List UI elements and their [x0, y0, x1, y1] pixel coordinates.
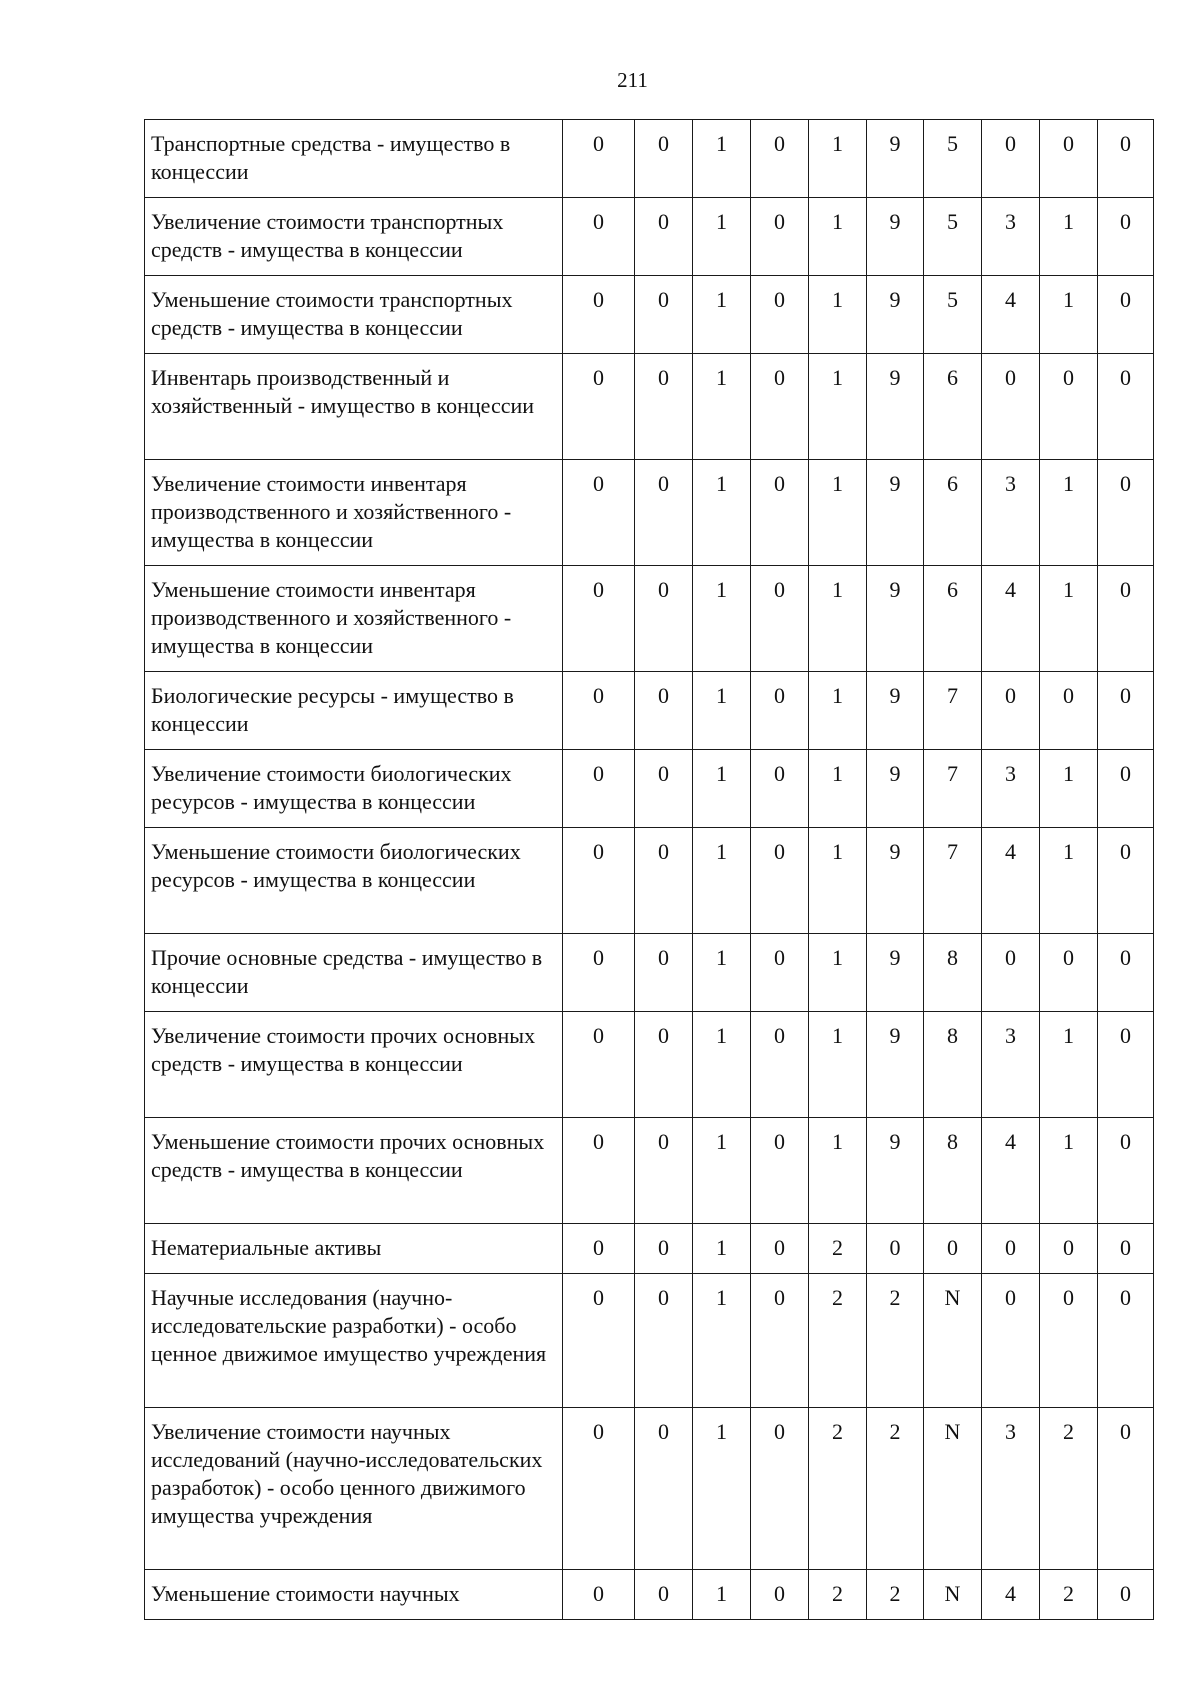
code-digit: 0: [1098, 1570, 1154, 1620]
code-digit: 1: [693, 672, 751, 750]
table-row: [145, 1224, 1154, 1274]
code-digit: 2: [1040, 1408, 1098, 1570]
code-digit: 0: [635, 1570, 693, 1620]
row-label: Увеличение стоимости биологических ресурсов - имущества в концессии: [145, 750, 563, 828]
code-digit: 0: [635, 276, 693, 354]
code-digit: 5: [924, 198, 982, 276]
table-row: [145, 672, 1154, 750]
table-row: [145, 1408, 1154, 1570]
code-digit: 9: [867, 460, 924, 566]
code-digit: 4: [982, 1570, 1040, 1620]
code-digit: 1: [1040, 828, 1098, 934]
code-digit: 0: [635, 750, 693, 828]
code-digit: 0: [751, 1570, 809, 1620]
table-row: [145, 566, 1154, 672]
code-digit: 1: [809, 198, 867, 276]
code-digit: 0: [751, 1012, 809, 1118]
code-digit: 0: [751, 1274, 809, 1408]
code-digit: 4: [982, 566, 1040, 672]
table-row: [145, 1570, 1154, 1620]
code-digit: 0: [751, 1224, 809, 1274]
row-label: Увеличение стоимости научных исследований (научно-исследовательских разработок) - особо ценного движимого имущества учреждения: [145, 1408, 563, 1570]
code-digit: 0: [1098, 672, 1154, 750]
row-label: Уменьшение стоимости транспортных средств - имущества в концессии: [145, 276, 563, 354]
row-label: Биологические ресурсы - имущество в концессии: [145, 672, 563, 750]
code-digit: 1: [693, 1118, 751, 1224]
row-label: Уменьшение стоимости инвентаря производственного и хозяйственного - имущества в концессии: [145, 566, 563, 672]
code-digit: 0: [563, 1224, 635, 1274]
code-digit: 0: [563, 828, 635, 934]
code-digit: 1: [693, 934, 751, 1012]
code-digit: 9: [867, 354, 924, 460]
code-digit: 2: [867, 1274, 924, 1408]
code-digit: 2: [1040, 1570, 1098, 1620]
code-digit: 6: [924, 460, 982, 566]
code-digit: 0: [635, 1274, 693, 1408]
code-digit: 2: [809, 1274, 867, 1408]
table-row: [145, 198, 1154, 276]
code-digit: 0: [563, 566, 635, 672]
code-digit: 1: [1040, 276, 1098, 354]
code-digit: 1: [809, 1012, 867, 1118]
code-digit: 0: [1040, 354, 1098, 460]
row-label: Увеличение стоимости транспортных средств - имущества в концессии: [145, 198, 563, 276]
code-digit: 2: [809, 1408, 867, 1570]
code-digit: 0: [1098, 566, 1154, 672]
table-row: [145, 120, 1154, 198]
code-digit: 0: [751, 828, 809, 934]
code-digit: 5: [924, 276, 982, 354]
code-digit: 1: [1040, 566, 1098, 672]
code-digit: 1: [809, 354, 867, 460]
table-row: [145, 750, 1154, 828]
code-digit: 0: [982, 672, 1040, 750]
code-digit: 0: [1098, 276, 1154, 354]
page-number: 211: [617, 68, 648, 92]
code-digit: 2: [809, 1570, 867, 1620]
row-label: Научные исследования (научно-исследовательские разработки) - особо ценное движимое имущество учреждения: [145, 1274, 563, 1408]
code-digit: 0: [635, 566, 693, 672]
code-digit: 0: [1098, 1012, 1154, 1118]
code-digit: 0: [982, 120, 1040, 198]
code-digit: 0: [635, 198, 693, 276]
code-digit: 1: [809, 750, 867, 828]
code-digit: 0: [563, 750, 635, 828]
code-digit: 0: [635, 460, 693, 566]
table-row: [145, 1012, 1154, 1118]
code-digit: N: [924, 1570, 982, 1620]
code-digit: 4: [982, 276, 1040, 354]
code-digit: 9: [867, 120, 924, 198]
code-digit: 0: [635, 828, 693, 934]
code-digit: 0: [1040, 934, 1098, 1012]
table-row: [145, 354, 1154, 460]
code-digit: 0: [1098, 198, 1154, 276]
code-digit: 2: [809, 1224, 867, 1274]
code-digit: 1: [693, 1274, 751, 1408]
code-digit: 0: [563, 354, 635, 460]
code-digit: 4: [982, 828, 1040, 934]
row-label: Увеличение стоимости инвентаря производственного и хозяйственного - имущества в концессии: [145, 460, 563, 566]
code-digit: 0: [867, 1224, 924, 1274]
code-digit: 0: [1040, 1224, 1098, 1274]
code-digit: 7: [924, 828, 982, 934]
code-digit: 0: [563, 1408, 635, 1570]
code-digit: 0: [635, 1118, 693, 1224]
table-row: [145, 276, 1154, 354]
code-digit: 0: [563, 198, 635, 276]
code-digit: 9: [867, 750, 924, 828]
code-digit: 0: [563, 460, 635, 566]
code-digit: 1: [693, 828, 751, 934]
code-digit: 5: [924, 120, 982, 198]
code-digit: 0: [635, 934, 693, 1012]
code-digit: 3: [982, 198, 1040, 276]
code-digit: 1: [809, 120, 867, 198]
row-label: Транспортные средства - имущество в концессии: [145, 120, 563, 198]
code-digit: 0: [1098, 828, 1154, 934]
code-digit: 0: [563, 276, 635, 354]
code-digit: 0: [635, 1408, 693, 1570]
code-digit: 0: [982, 354, 1040, 460]
code-digit: 0: [563, 1274, 635, 1408]
table-row: [145, 828, 1154, 934]
code-digit: 0: [635, 1224, 693, 1274]
code-digit: 0: [1098, 1118, 1154, 1224]
code-digit: 1: [693, 276, 751, 354]
code-digit: 0: [1098, 460, 1154, 566]
code-digit: 9: [867, 1118, 924, 1224]
code-digit: 8: [924, 1118, 982, 1224]
code-digit: 0: [982, 934, 1040, 1012]
code-digit: 0: [1098, 750, 1154, 828]
code-digit: 0: [751, 276, 809, 354]
code-digit: 1: [693, 1570, 751, 1620]
code-digit: 0: [1098, 1274, 1154, 1408]
code-digit: 8: [924, 934, 982, 1012]
code-digit: 0: [751, 1118, 809, 1224]
code-digit: 0: [635, 354, 693, 460]
code-digit: 1: [693, 1408, 751, 1570]
code-digit: 1: [693, 750, 751, 828]
code-digit: 1: [693, 354, 751, 460]
table-row: [145, 1118, 1154, 1224]
row-label: Инвентарь производственный и хозяйственный - имущество в концессии: [145, 354, 563, 460]
code-digit: 0: [635, 672, 693, 750]
row-label: Нематериальные активы: [145, 1224, 563, 1274]
code-digit: 6: [924, 566, 982, 672]
code-digit: 0: [1098, 1224, 1154, 1274]
code-digit: 1: [693, 1224, 751, 1274]
code-digit: 1: [1040, 1118, 1098, 1224]
code-digit: 9: [867, 934, 924, 1012]
code-digit: 1: [809, 460, 867, 566]
code-digit: 1: [1040, 750, 1098, 828]
code-digit: 0: [1040, 1274, 1098, 1408]
row-label: Прочие основные средства - имущество в концессии: [145, 934, 563, 1012]
code-digit: 1: [1040, 1012, 1098, 1118]
row-label: Уменьшение стоимости прочих основных средств - имущества в концессии: [145, 1118, 563, 1224]
code-digit: 0: [1098, 934, 1154, 1012]
code-digit: 0: [563, 672, 635, 750]
code-digit: 1: [693, 566, 751, 672]
row-label: Уменьшение стоимости научных: [145, 1570, 563, 1620]
code-digit: N: [924, 1408, 982, 1570]
code-digit: 0: [924, 1224, 982, 1274]
code-digit: 1: [809, 934, 867, 1012]
code-digit: 2: [867, 1570, 924, 1620]
code-digit: 1: [1040, 198, 1098, 276]
table-row: [145, 934, 1154, 1012]
code-digit: 1: [693, 1012, 751, 1118]
code-digit: 0: [751, 672, 809, 750]
code-digit: 0: [563, 120, 635, 198]
code-digit: 3: [982, 1408, 1040, 1570]
code-digit: 1: [809, 566, 867, 672]
code-digit: 1: [809, 1118, 867, 1224]
code-digit: 1: [693, 120, 751, 198]
code-digit: 3: [982, 750, 1040, 828]
code-digit: 9: [867, 672, 924, 750]
code-digit: 1: [693, 460, 751, 566]
code-digit: 1: [693, 198, 751, 276]
code-digit: 0: [751, 750, 809, 828]
table-row: [145, 1274, 1154, 1408]
code-digit: 0: [563, 1012, 635, 1118]
code-digit: 0: [1098, 354, 1154, 460]
code-digit: 1: [809, 276, 867, 354]
table-body: [145, 120, 1154, 1620]
code-digit: 0: [751, 566, 809, 672]
table-row: [145, 460, 1154, 566]
code-digit: 0: [751, 198, 809, 276]
code-digit: 9: [867, 198, 924, 276]
code-digit: 0: [751, 120, 809, 198]
code-digit: 3: [982, 460, 1040, 566]
code-digit: 8: [924, 1012, 982, 1118]
row-label: Увеличение стоимости прочих основных средств - имущества в концессии: [145, 1012, 563, 1118]
code-digit: 0: [1098, 120, 1154, 198]
code-digit: 0: [751, 1408, 809, 1570]
code-digit: 2: [867, 1408, 924, 1570]
code-digit: 1: [809, 828, 867, 934]
code-digit: 1: [809, 672, 867, 750]
code-digit: 0: [1040, 672, 1098, 750]
code-digit: 0: [751, 934, 809, 1012]
code-digit: 0: [635, 1012, 693, 1118]
code-digit: 0: [563, 934, 635, 1012]
code-digit: 9: [867, 828, 924, 934]
code-digit: 3: [982, 1012, 1040, 1118]
code-digit: 0: [751, 460, 809, 566]
code-digit: 0: [982, 1274, 1040, 1408]
row-label: Уменьшение стоимости биологических ресурсов - имущества в концессии: [145, 828, 563, 934]
code-digit: 7: [924, 672, 982, 750]
code-digit: 0: [1040, 120, 1098, 198]
code-digit: 6: [924, 354, 982, 460]
code-digit: 0: [1098, 1408, 1154, 1570]
code-digit: 0: [635, 120, 693, 198]
code-digit: 4: [982, 1118, 1040, 1224]
account-codes-table: [144, 119, 1154, 1620]
code-digit: 9: [867, 276, 924, 354]
code-digit: 9: [867, 1012, 924, 1118]
code-digit: 0: [563, 1118, 635, 1224]
code-digit: 0: [982, 1224, 1040, 1274]
code-digit: 1: [1040, 460, 1098, 566]
code-digit: 7: [924, 750, 982, 828]
code-digit: 0: [751, 354, 809, 460]
code-digit: 9: [867, 566, 924, 672]
code-digit: 0: [563, 1570, 635, 1620]
code-digit: N: [924, 1274, 982, 1408]
